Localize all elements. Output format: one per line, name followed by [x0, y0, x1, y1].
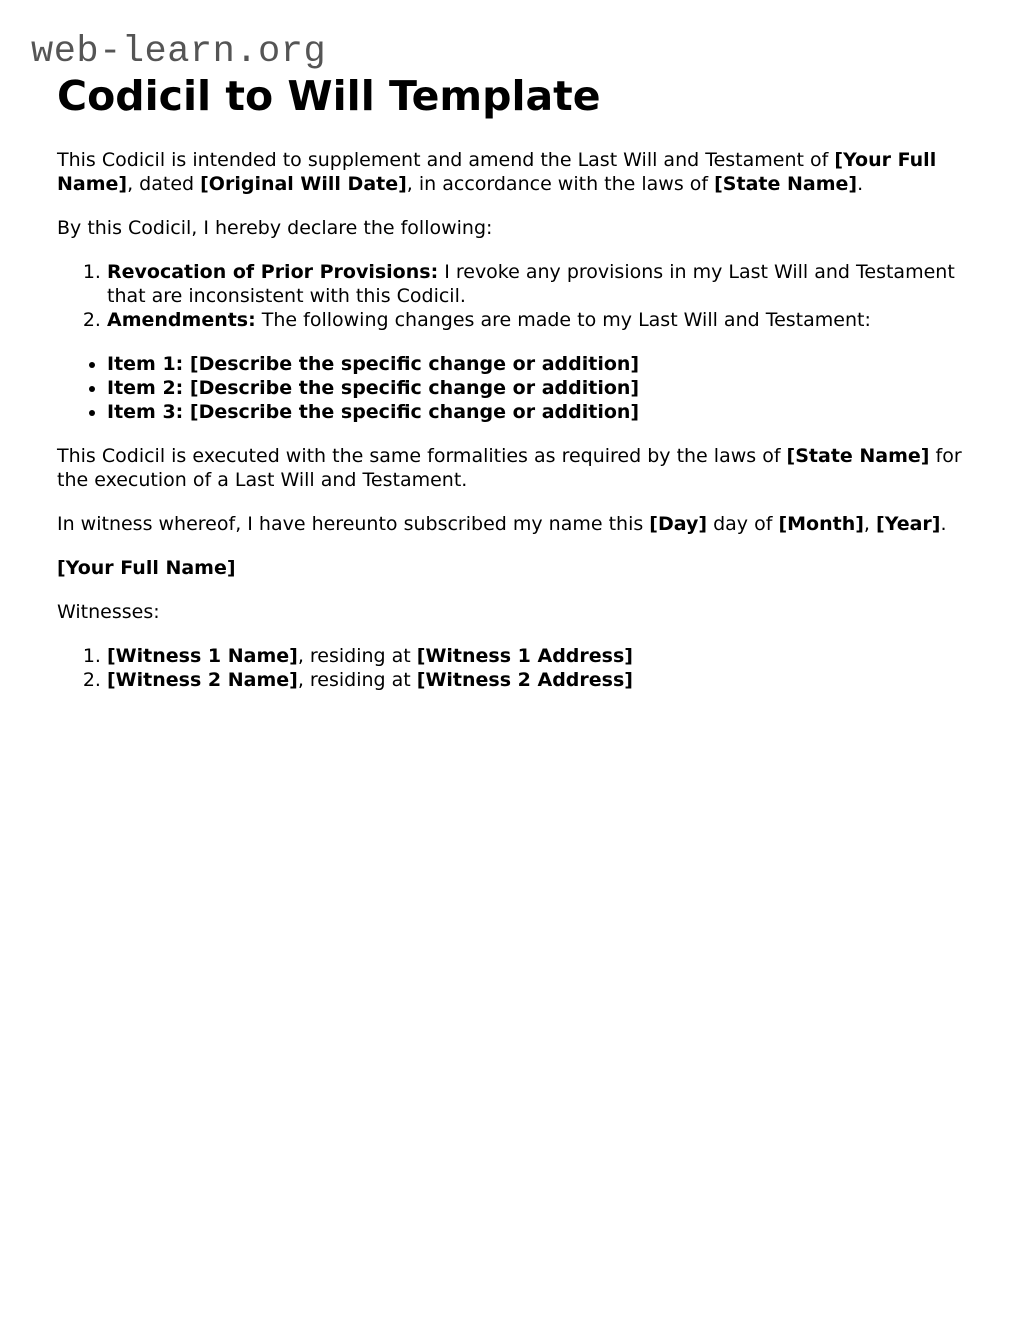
intro-text: .	[857, 173, 864, 195]
placeholder-day: [Day]	[649, 513, 708, 535]
provision-item	[107, 260, 967, 308]
intro-paragraph	[57, 148, 967, 196]
placeholder-year: [Year]	[876, 513, 941, 535]
intro-text: , dated	[127, 173, 201, 195]
provision-label: Revocation of Prior Provisions:	[107, 261, 439, 283]
placeholder-month: [Month]	[778, 513, 864, 535]
witness-clause-text: ,	[863, 513, 877, 535]
provision-item	[107, 308, 967, 332]
amendment-items-list	[57, 352, 967, 424]
placeholder-full-name: [Your Full Name]	[57, 149, 937, 195]
declare-paragraph: By this Codicil, I hereby declare the following:	[57, 217, 493, 239]
witness-clause-text: .	[940, 513, 947, 535]
execution-text: This Codicil is executed with the same formalities as required by the laws of	[57, 445, 787, 467]
intro-text: This Codicil is intended to supplement and amend the Last Will and Testament of	[57, 149, 835, 171]
witnesses-list	[57, 644, 967, 692]
provision-label: Amendments:	[107, 309, 256, 331]
witness-text: , residing at	[297, 645, 417, 667]
placeholder-state-name: [State Name]	[786, 445, 930, 467]
signature-line	[57, 556, 967, 580]
witness-item	[107, 668, 967, 692]
provisions-list	[57, 260, 967, 332]
placeholder-will-date: [Original Will Date]	[200, 173, 407, 195]
placeholder-witness-name: [Witness 2 Name]	[107, 669, 298, 691]
intro-text: , in accordance with the laws of	[406, 173, 715, 195]
execution-paragraph	[57, 444, 967, 492]
placeholder-witness-name: [Witness 1 Name]	[107, 645, 298, 667]
witness-text: , residing at	[297, 669, 417, 691]
amendment-item: • Item 3: [Describe the specific change or addition]	[107, 400, 967, 424]
witness-clause-text: In witness whereof, I have hereunto subscribed my name this	[57, 513, 650, 535]
amendment-item: • Item 2: [Describe the specific change or addition]	[107, 376, 967, 400]
document-body	[57, 70, 967, 692]
provision-text: The following changes are made to my Last Will and Testament:	[255, 309, 871, 331]
placeholder-witness-address: [Witness 1 Address]	[416, 645, 633, 667]
provision-text: I revoke any provisions in my Last Will and Testament that are inconsistent with this Codicil.	[107, 261, 955, 307]
watermark: web-learn.org	[31, 31, 327, 73]
witness-item	[107, 644, 967, 668]
placeholder-witness-address: [Witness 2 Address]	[416, 669, 633, 691]
witnesses-label: Witnesses:	[57, 601, 160, 623]
document-title: Codicil to Will Template	[57, 72, 601, 120]
execution-text: for the execution of a Last Will and Testament.	[57, 445, 962, 491]
amendment-item: • Item 1: [Describe the specific change or addition]	[107, 352, 967, 376]
witness-clause-paragraph	[57, 512, 967, 536]
witness-clause-text: day of	[707, 513, 779, 535]
placeholder-state-name: [State Name]	[714, 173, 858, 195]
placeholder-signature-name: [Your Full Name]	[57, 557, 236, 579]
